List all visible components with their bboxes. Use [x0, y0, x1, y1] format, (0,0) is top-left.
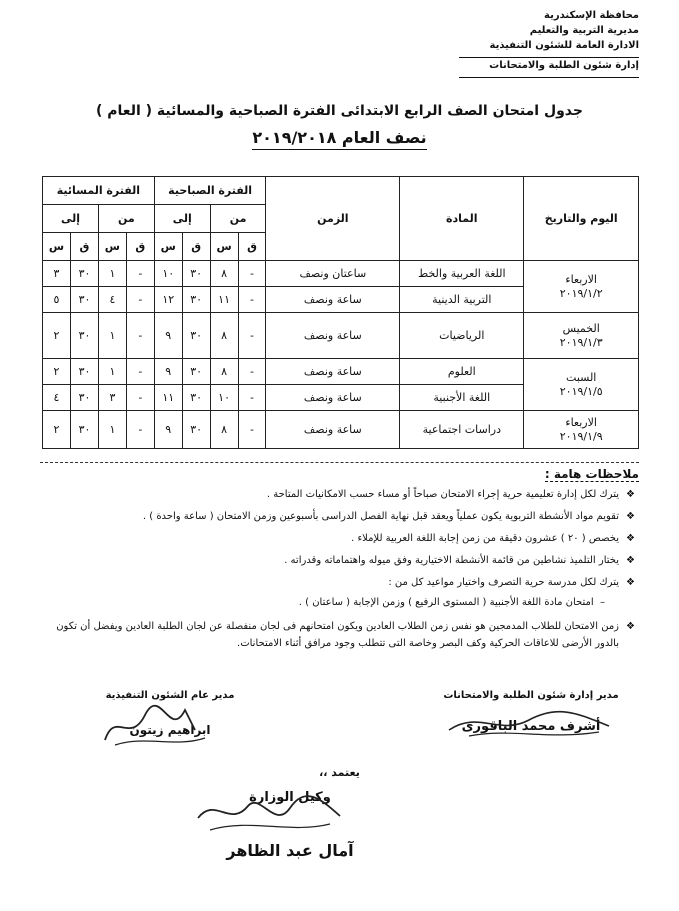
- notes-divider: [40, 462, 639, 463]
- time-cell: -: [126, 287, 154, 313]
- time-cell: -: [126, 359, 154, 385]
- header-s: س: [154, 233, 182, 261]
- header-q: ق: [182, 233, 210, 261]
- duration-cell: ساعة ونصف: [266, 385, 400, 411]
- header-s: س: [98, 233, 126, 261]
- subject-cell: العلوم: [400, 359, 524, 385]
- day-cell: [524, 411, 639, 449]
- note-text: يخصص ( ٢٠ ) عشرون دقيقة من زمن إجابة اللغة العربية للإملاء .: [351, 533, 619, 544]
- header-to: إلى: [43, 205, 99, 233]
- note-item: [45, 532, 635, 545]
- header-s: س: [210, 233, 238, 261]
- signature-name: أشرف محمد الباقورى: [461, 719, 601, 734]
- time-cell: -: [126, 313, 154, 359]
- signature-name: آمال عبد الظاهر: [226, 841, 354, 860]
- time-cell: ١١: [210, 287, 238, 313]
- time-cell: ٨: [210, 313, 238, 359]
- day-date: ٢٠١٩/١/٥: [559, 384, 603, 398]
- day-cell: [524, 359, 639, 411]
- header-q: ق: [71, 233, 99, 261]
- signature-title: مدير عام الشئون التنفيذية: [105, 690, 235, 701]
- diamond-bullet-icon: ❖: [626, 533, 635, 544]
- day-name: الاربعاء: [565, 272, 597, 286]
- time-cell: ١٢: [154, 287, 182, 313]
- subject-cell: التربية الدينية: [400, 287, 524, 313]
- time-cell: ٢: [43, 359, 71, 385]
- time-cell: ٣٠: [182, 287, 210, 313]
- duration-cell: ساعة ونصف: [266, 313, 400, 359]
- dash-bullet-icon: –: [600, 597, 605, 608]
- time-cell: ٩: [154, 313, 182, 359]
- time-cell: ١٠: [154, 261, 182, 287]
- subject-cell: الرياضيات: [400, 313, 524, 359]
- header-divider: [459, 77, 639, 78]
- exam-schedule-table: [42, 176, 639, 449]
- time-cell: -: [238, 261, 266, 287]
- notes-title: ملاحظات هامة :: [544, 467, 639, 481]
- time-cell: ١: [98, 313, 126, 359]
- time-cell: ٣٠: [182, 385, 210, 411]
- note-text: يترك لكل إدارة تعليمية حرية إجراء الامتحان صباحاً أو مساء حسب الامكانيات المتاحة .: [266, 489, 619, 500]
- header-morning: الفترة الصباحية: [154, 177, 266, 205]
- time-cell: ٨: [210, 261, 238, 287]
- time-cell: ٣٠: [182, 359, 210, 385]
- time-cell: ٨: [210, 411, 238, 449]
- duration-cell: ساعة ونصف: [266, 287, 400, 313]
- time-cell: ١٠: [210, 385, 238, 411]
- time-cell: ٣٠: [182, 313, 210, 359]
- handwritten-signature-icon: [439, 706, 619, 742]
- note-text: يختار التلميذ نشاطين من قائمة الأنشطة الاختيارية وفق ميوله واهتماماته وقدراته .: [284, 555, 619, 566]
- time-cell: -: [238, 287, 266, 313]
- time-cell: ٣٠: [182, 411, 210, 449]
- note-item: [45, 618, 635, 652]
- time-cell: ٣٠: [71, 313, 99, 359]
- subject-cell: دراسات اجتماعية: [400, 411, 524, 449]
- signature-title: مدير إدارة شئون الطلبة والامتحانات: [443, 690, 619, 701]
- header-q: ق: [126, 233, 154, 261]
- time-cell: ٤: [98, 287, 126, 313]
- diamond-bullet-icon: ❖: [626, 577, 635, 588]
- day-date: ٢٠١٩/١/٣: [559, 335, 603, 349]
- table-row: [43, 261, 639, 287]
- notes-list: [45, 488, 635, 661]
- header-s: س: [43, 233, 71, 261]
- header-line: محافظة الإسكندرية: [544, 10, 639, 21]
- time-cell: ٣٠: [71, 359, 99, 385]
- duration-cell: ساعة ونصف: [266, 411, 400, 449]
- page-subtitle: [0, 128, 679, 147]
- time-cell: ٣: [43, 261, 71, 287]
- table-row: [43, 313, 639, 359]
- time-cell: -: [238, 411, 266, 449]
- time-cell: ٣٠: [71, 411, 99, 449]
- header-duration: الزمن: [266, 177, 400, 261]
- header-subject: المادة: [400, 177, 524, 261]
- note-text: زمن الامتحان للطلاب المدمجين هو نفس زمن الطلاب العادين ويكون امتحانهم فى لجان منفصلة عن لجان الطلبة العادين ويفضل أن تكون بالدور الأرضى للاعاقات الحركية وكف البصر وخاصة التى تتطلب وجود مرافق أثناء الامتحانات.: [56, 621, 619, 649]
- time-cell: ٩: [154, 359, 182, 385]
- header-q: ق: [238, 233, 266, 261]
- diamond-bullet-icon: ❖: [626, 555, 635, 566]
- day-name: الخميس: [562, 321, 600, 335]
- note-item: [45, 576, 635, 589]
- time-cell: ٤: [43, 385, 71, 411]
- subject-cell: اللغة الأجنبية: [400, 385, 524, 411]
- day-date: ٢٠١٩/١/٢: [559, 286, 603, 300]
- diamond-bullet-icon: ❖: [626, 621, 635, 632]
- header-evening: الفترة المسائية: [43, 177, 155, 205]
- subject-cell: اللغة العربية والخط: [400, 261, 524, 287]
- time-cell: ٥: [43, 287, 71, 313]
- time-cell: ١: [98, 359, 126, 385]
- note-item: [45, 510, 635, 523]
- handwritten-signature-icon: [95, 700, 215, 750]
- table-row: [43, 359, 639, 385]
- time-cell: ٢: [43, 411, 71, 449]
- time-cell: -: [238, 385, 266, 411]
- time-cell: -: [126, 261, 154, 287]
- day-name: الاربعاء: [565, 415, 597, 429]
- page-title: جدول امتحان الصف الرابع الابتدائى الفترة الصباحية والمسائية ( العام ): [96, 103, 583, 119]
- handwritten-signature-icon: [190, 788, 350, 838]
- header-to: إلى: [154, 205, 210, 233]
- approval-label: يعتمد ،،: [319, 766, 360, 779]
- header-from: من: [210, 205, 266, 233]
- day-date: ٢٠١٩/١/٩: [559, 429, 603, 443]
- day-name: السبت: [566, 370, 597, 384]
- note-text: امتحان مادة اللغة الأجنبية ( المستوى الرفيع ) وزمن الإجابة ( ساعتان ) .: [298, 597, 594, 608]
- time-cell: ٩: [154, 411, 182, 449]
- header-block: [439, 8, 639, 78]
- signature-title: وكيل الوزارة: [249, 790, 331, 805]
- table-row: [43, 411, 639, 449]
- note-item: [45, 488, 635, 501]
- subtitle-text: نصف العام ٢٠١٩/٢٠١٨: [252, 128, 426, 150]
- diamond-bullet-icon: ❖: [626, 511, 635, 522]
- note-item: [45, 554, 635, 567]
- time-cell: ٣٠: [71, 287, 99, 313]
- header-line: إدارة شئون الطلبة والامتحانات: [489, 60, 639, 71]
- diamond-bullet-icon: ❖: [626, 489, 635, 500]
- header-day: اليوم والتاريخ: [524, 177, 639, 261]
- note-text: يترك لكل مدرسة حرية التصرف واختيار مواعيد كل من :: [388, 577, 619, 588]
- note-text: تقويم مواد الأنشطة التربوية يكون عملياً ويعقد قبل نهاية الفصل الدراسى بأسبوعين وزمن الامتحان ( ساعة واحدة ) .: [142, 511, 619, 522]
- time-cell: ١١: [154, 385, 182, 411]
- duration-cell: ساعتان ونصف: [266, 261, 400, 287]
- time-cell: ٣: [98, 385, 126, 411]
- time-cell: ٣٠: [71, 385, 99, 411]
- time-cell: ١: [98, 411, 126, 449]
- header-line: الادارة العامة للشئون التنفيذية: [489, 40, 639, 51]
- time-cell: ٨: [210, 359, 238, 385]
- duration-cell: ساعة ونصف: [266, 359, 400, 385]
- time-cell: -: [238, 359, 266, 385]
- day-cell: [524, 261, 639, 313]
- header-from: من: [98, 205, 154, 233]
- time-cell: ١: [98, 261, 126, 287]
- time-cell: -: [126, 385, 154, 411]
- signature-name: ابراهيم زيتون: [129, 723, 211, 737]
- time-cell: ٢: [43, 313, 71, 359]
- day-cell: [524, 313, 639, 359]
- header-line: مديرية التربية والتعليم: [529, 25, 639, 36]
- time-cell: -: [238, 313, 266, 359]
- time-cell: ٣٠: [182, 261, 210, 287]
- time-cell: -: [126, 411, 154, 449]
- time-cell: ٣٠: [71, 261, 99, 287]
- note-subitem: [45, 596, 635, 609]
